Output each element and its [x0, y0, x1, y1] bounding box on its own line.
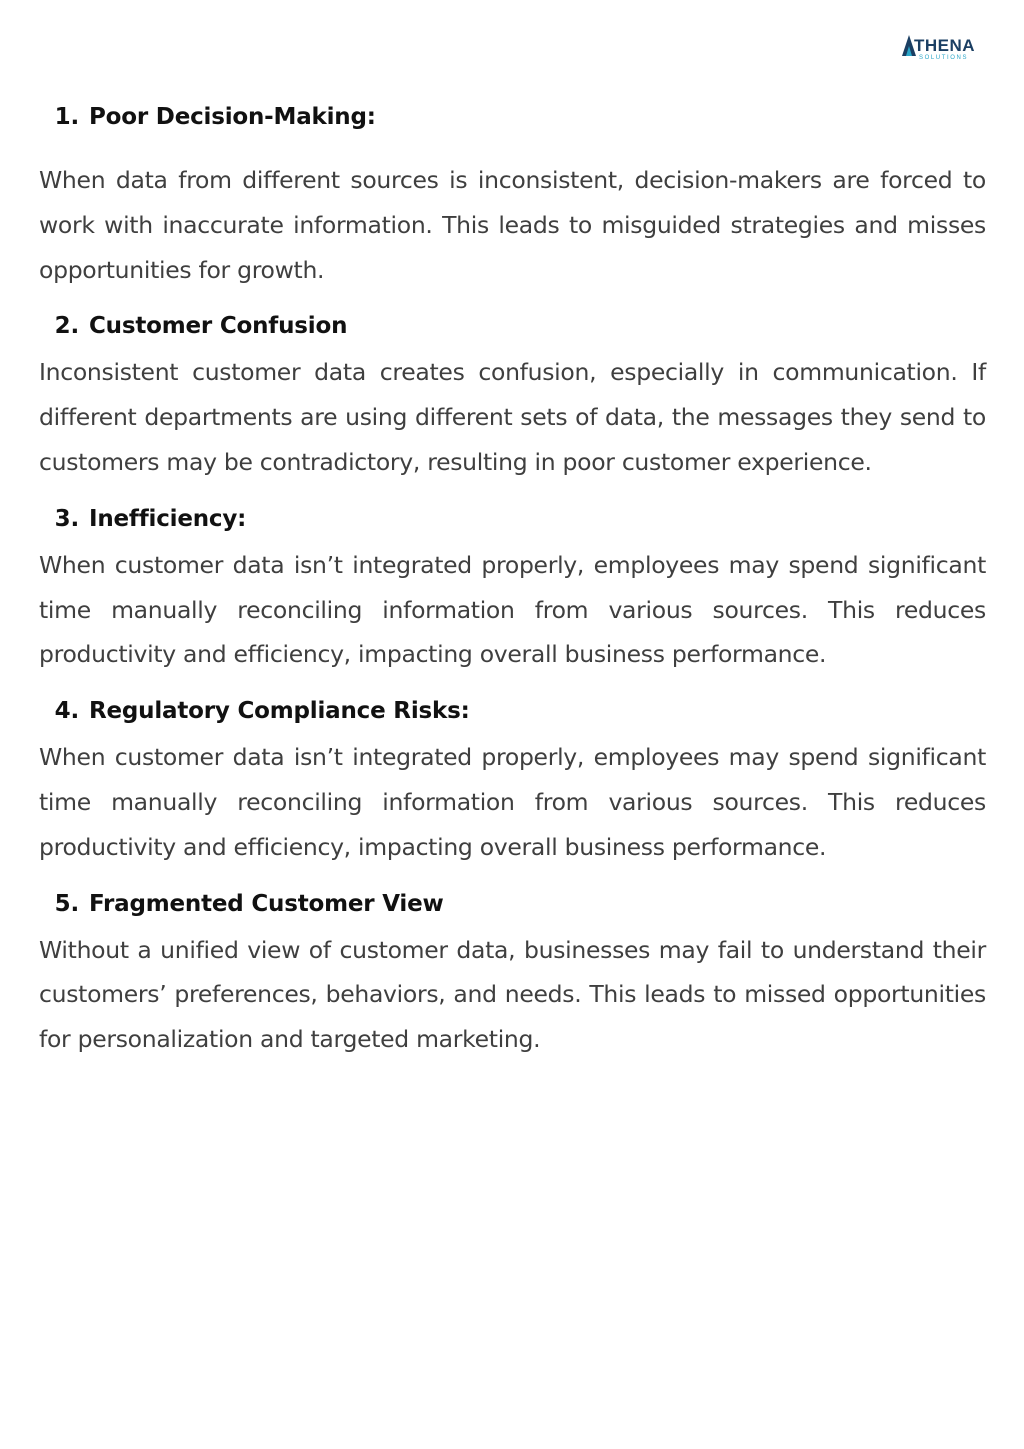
section-title: Regulatory Compliance Risks:: [89, 698, 470, 725]
section-number: 4.: [54, 698, 79, 725]
athena-logo-mark: [900, 32, 988, 62]
section-heading-1: [39, 104, 986, 130]
section-number: 1.: [54, 104, 79, 130]
section-title: Fragmented Customer View: [89, 890, 444, 917]
section-title: Inefficiency:: [89, 505, 247, 532]
section-title: Customer Confusion: [89, 313, 348, 340]
section-heading-2: [39, 313, 986, 339]
document-body: [39, 100, 986, 1062]
logo-tagline: SOLUTIONS: [919, 55, 969, 61]
section-body-1: When data from different sources is inconsistent, decision-makers are forced to work with inaccurate information. This leads to misguided strategies and misses opportunities for growth.: [39, 166, 986, 284]
section-number: 3.: [54, 505, 79, 532]
section-number: 5.: [54, 890, 79, 917]
section-heading-3: [39, 506, 986, 532]
section-heading-4: [39, 698, 986, 724]
logo-wordmark: THENA: [914, 36, 976, 55]
section-body-4: When customer data isn’t integrated properly, employees may spend significant time manually reconciling information from various sources. This reduces productivity and efficiency, impacting overall business performance.: [39, 743, 986, 861]
section-body-3: When customer data isn’t integrated properly, employees may spend significant time manually reconciling information from various sources. This reduces productivity and efficiency, impacting overall business performance.: [39, 550, 986, 669]
section-body-5: Without a unified view of customer data, businesses may fail to understand their customers’ preferences, behaviors, and needs. This leads to missed opportunities for personalization and targeted marketing.: [39, 935, 986, 1054]
section-number: 2.: [54, 313, 79, 340]
section-body-2: Inconsistent customer data creates confusion, especially in communication. If different departments are using different sets of data, the messages they send to customers may be contradictory, resulting in poor customer experience.: [39, 358, 986, 476]
athena-logo: [900, 32, 988, 62]
section-heading-5: [39, 891, 986, 917]
section-title: Poor Decision-Making:: [89, 104, 376, 130]
